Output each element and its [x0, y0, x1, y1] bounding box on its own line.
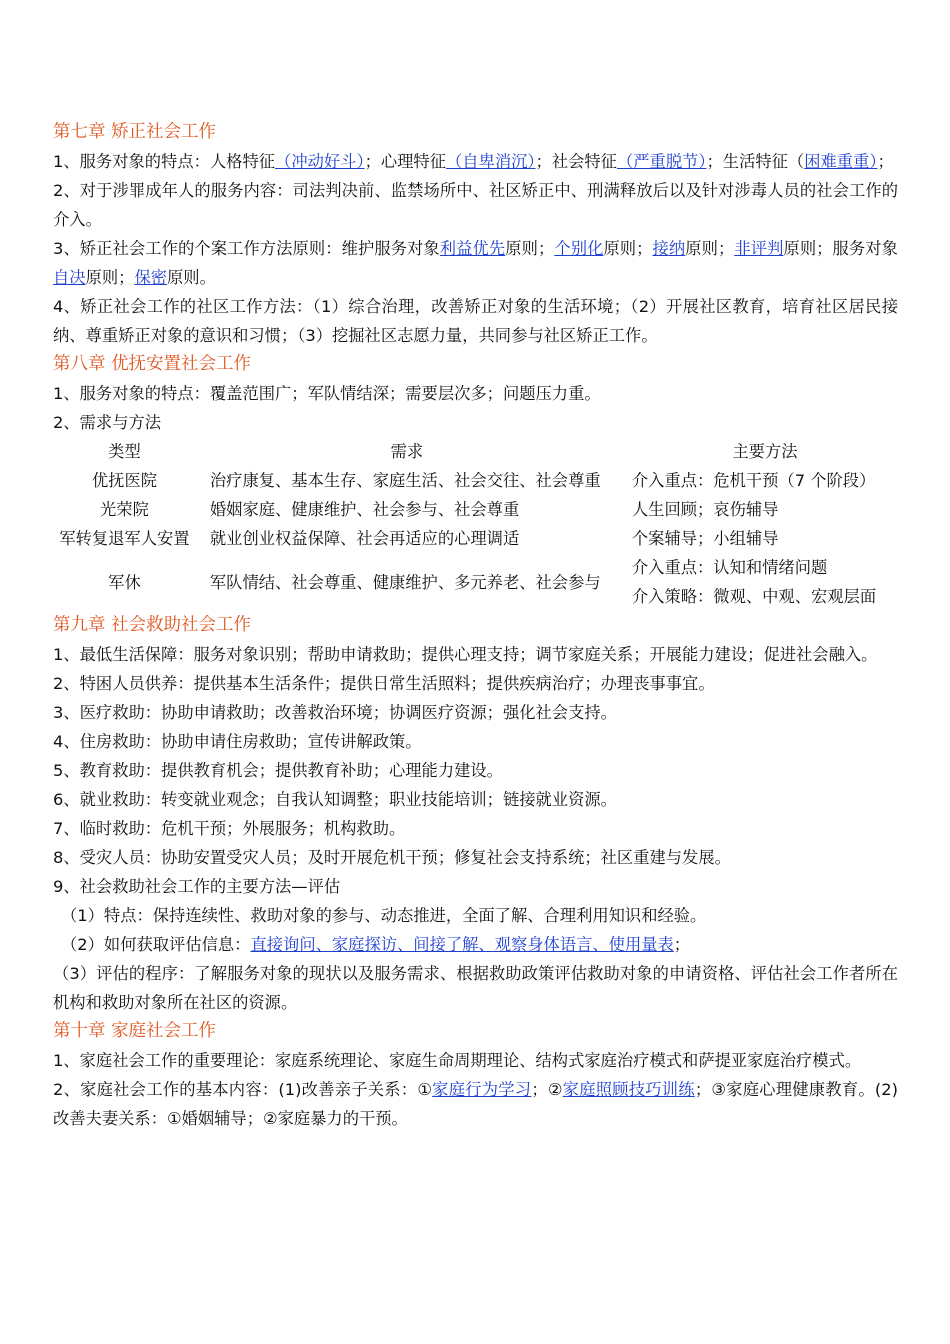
text: （2）如何获取评估信息： — [61, 935, 251, 954]
ch9-item-5: 5、教育救助：提供教育机会；提供教育补助；心理能力建设。 — [53, 761, 503, 780]
cell-method — [614, 553, 898, 611]
cell-method: 人生回顾；哀伤辅导 — [631, 500, 779, 519]
ch9-item-2: 2、特困人员供养：提供基本生活条件；提供日常生活照料；提供疾病治疗；办理丧事事宜。 — [53, 674, 715, 693]
ch9-item-9: 9、社会救助社会工作的主要方法—评估 — [53, 877, 341, 896]
table-header-row — [53, 437, 898, 466]
chapter-10-title: 第十章 家庭社会工作 — [53, 1021, 217, 1041]
ch7-item-2: 2、对于涉罪成年人的服务内容：司法判决前、监禁场所中、社区矫正中、刑满释放后以及针对涉毒人员的社会工作的介入。 — [53, 181, 898, 229]
needs-methods-table — [53, 437, 898, 611]
cell-type: 光荣院 — [100, 500, 149, 519]
text: ；② — [531, 1080, 563, 1099]
link-disconnection[interactable]: （严重脱节） — [616, 152, 707, 171]
link-self-determination[interactable]: 自决 — [53, 268, 86, 287]
cell-method: 介入重点：危机干预（7 个阶段） — [631, 471, 876, 490]
ch9-item-4: 4、住房救助：协助申请住房救助；宣传讲解政策。 — [53, 732, 422, 751]
ch9-sub-2 — [53, 930, 898, 959]
ch9-item-3: 3、医疗救助：协助申请救助；改善救治环境；协调医疗资源；强化社会支持。 — [53, 703, 617, 722]
cell-type: 优抚医院 — [91, 471, 158, 490]
table-row — [53, 553, 898, 611]
table-row — [53, 466, 898, 495]
ch7-item-1 — [53, 147, 898, 176]
text: ； — [673, 935, 691, 954]
ch8-item-1: 1、服务对象的特点：覆盖范围广；军队情结深；需要层次多；问题压力重。 — [53, 384, 601, 403]
link-difficulty-b[interactable]: 难重重） — [820, 152, 878, 171]
text: ；社会特征 — [535, 152, 617, 171]
text: 原则； — [685, 239, 735, 258]
text: ； — [877, 152, 894, 171]
ch9-sub-3: （3）评估的程序：了解服务对象的现状以及服务需求、根据救助政策评估救助对象的申请资格、评估社会工作者所在机构和救助对象所在社区的资源。 — [53, 964, 898, 1012]
ch10-item-1: 1、家庭社会工作的重要理论：家庭系统理论、家庭生命周期理论、结构式家庭治疗模式和萨提亚家庭治疗模式。 — [53, 1051, 862, 1070]
ch9-item-8: 8、受灾人员：协助安置受灾人员；及时开展危机干预；修复社会支持系统；社区重建与发展。 — [53, 848, 731, 867]
table-row — [53, 495, 898, 524]
text: 3、矫正社会工作的个案工作方法原则：维护服务对象 — [53, 239, 440, 258]
cell-need: 婚姻家庭、健康维护、社会参与、社会尊重 — [209, 500, 520, 519]
cell-type: 军转复退军人安置 — [59, 529, 190, 548]
ch9-item-6: 6、就业救助：转变就业观念；自我认知调整；职业技能培训；链接就业资源。 — [53, 790, 617, 809]
method-line-2: 介入策略：微观、中观、宏观层面 — [631, 587, 877, 606]
link-non-judgmental[interactable]: 非评判 — [734, 239, 784, 258]
text: ；心理特征 — [364, 152, 446, 171]
ch9-item-7: 7、临时救助：危机干预；外展服务；机构救助。 — [53, 819, 406, 838]
cell-method: 个案辅导；小组辅导 — [631, 529, 779, 548]
text: 2、家庭社会工作的基本内容：(1)改善亲子关系：① — [53, 1080, 433, 1099]
text: ；生活特征（ — [706, 152, 805, 171]
link-inferiority[interactable]: （自卑消沉） — [446, 152, 536, 171]
ch9-sub-1: （1）特点：保持连续性、救助对象的参与、动态推进，全面了解、合理利用知识和经验。 — [61, 906, 707, 925]
link-difficulty-a[interactable]: 困 — [804, 152, 821, 171]
link-family-behavior[interactable]: 家庭行为学习 — [432, 1080, 532, 1099]
link-individualization[interactable]: 个别化 — [554, 239, 604, 258]
text: ；③家庭心理健康教育。(2)改善夫妻关系：①婚姻辅导；②家庭暴力的干预。 — [53, 1080, 898, 1128]
text: 原则； — [603, 239, 653, 258]
link-confidentiality[interactable]: 保密 — [134, 268, 168, 287]
chapter-7-title: 第七章 矫正社会工作 — [53, 122, 217, 142]
cell-need: 治疗康复、基本生存、家庭生活、社会交往、社会尊重 — [209, 471, 601, 490]
cell-need: 军队情结、社会尊重、健康维护、多元养老、社会参与 — [209, 572, 601, 592]
text: 1、服务对象的特点：人格特征 — [53, 152, 276, 171]
ch7-item-4: 4、矫正社会工作的社区工作方法：（1）综合治理，改善矫正对象的生活环境；（2）开展社区教育，培育社区居民接纳、尊重矫正对象的意识和习惯；（3）挖掘社区志愿力量，共同参与社区矫正工作。 — [53, 297, 898, 345]
text: 原则。 — [167, 268, 216, 287]
header-type: 类型 — [108, 442, 141, 461]
table-row — [53, 524, 898, 553]
text: 原则；服务对象 — [783, 239, 898, 258]
link-care-skills[interactable]: 家庭照顾技巧训练 — [562, 1080, 695, 1099]
link-acceptance[interactable]: 接纳 — [652, 239, 686, 258]
ch10-item-2 — [53, 1075, 898, 1133]
header-method: 主要方法 — [732, 442, 798, 461]
cell-type: 军休 — [108, 572, 141, 592]
chapter-9-title: 第九章 社会救助社会工作 — [53, 615, 252, 635]
text: 原则； — [85, 268, 135, 287]
cell-need: 就业创业权益保障、社会再适应的心理调适 — [209, 529, 520, 548]
ch9-item-1: 1、最低生活保障：服务对象识别；帮助申请救助；提供心理支持；调节家庭关系；开展能力建设；促进社会融入。 — [53, 645, 878, 664]
header-need: 需求 — [390, 442, 424, 461]
chapter-8-title: 第八章 优抚安置社会工作 — [53, 354, 252, 374]
ch7-item-3 — [53, 234, 898, 292]
link-info-methods[interactable]: 直接询问、家庭探访、间接了解、观察身体语言、使用量表 — [250, 935, 674, 954]
text: 原则； — [505, 239, 555, 258]
method-line-1: 介入重点：认知和情绪问题 — [631, 558, 828, 577]
link-impulsive[interactable]: （冲动好斗） — [275, 152, 365, 171]
document-page — [53, 118, 898, 1133]
link-interest-first[interactable]: 利益优先 — [439, 239, 506, 258]
ch8-item-2: 2、需求与方法 — [53, 413, 162, 432]
